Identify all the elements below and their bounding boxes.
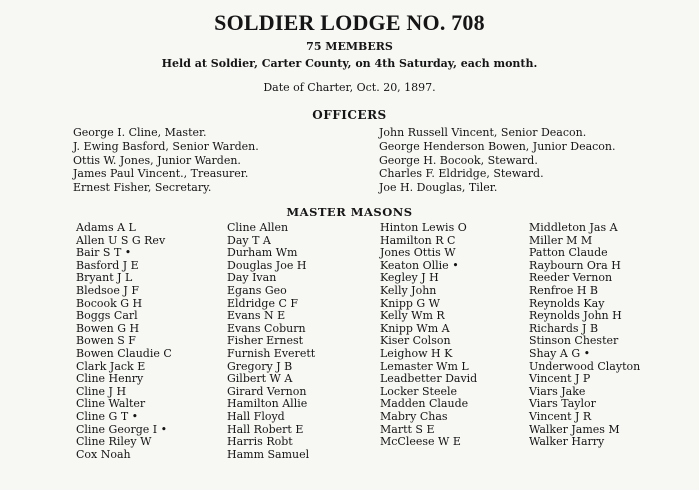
meeting-info: Held at Soldier, Carter County, on 4th Saturday, each month. [161,57,538,70]
mason-entry: Renfroe H B [529,283,599,297]
mason-entry: Walker James M [529,422,620,436]
mason-entry: Girard Vernon [227,384,307,398]
mason-entry: Durham Wm [227,246,298,260]
officer-entry: James Paul Vincent., Treasurer. [73,167,249,181]
mason-entry: Hamm Samuel [227,447,310,461]
mason-entry: Mabry Chas [380,409,448,423]
officer-entry: John Russell Vincent, Senior Deacon. [379,126,587,139]
mason-entry: Middleton Jas A [529,221,618,234]
mason-entry: Bledsoe J F [76,283,139,297]
officers-left-column [73,126,259,195]
mason-entry: Cox Noah [76,447,131,461]
master-masons-column-1 [76,222,172,461]
mason-entry: Bowen Claudie C [76,346,172,360]
mason-entry: Douglas Joe H [227,258,307,272]
mason-entry: Cline Riley W [76,435,152,449]
mason-entry: Gregory J B [227,359,293,373]
mason-entry: Kegley J H [380,271,439,285]
mason-entry: Martt S E [380,422,435,436]
mason-entry: Stinson Chester [529,334,619,348]
mason-entry: Miller M M [529,233,593,247]
mason-entry: Viars Taylor [529,397,596,411]
officers-right-column [379,126,616,195]
officer-entry: Charles F. Eldridge, Steward. [379,167,544,181]
mason-entry: Shay A G • [529,346,591,360]
mason-entry: Clark Jack E [76,359,146,373]
charter-date: Date of Charter, Oct. 20, 1897. [263,81,436,94]
master-masons-column-3 [380,222,477,449]
officers-heading: OFFICERS [312,108,387,122]
mason-entry: Egans Geo [227,283,287,297]
mason-entry: Cline Henry [76,372,144,386]
mason-entry: Cline J H [76,384,127,398]
officer-entry: George I. Cline, Master. [73,126,207,139]
mason-entry: Fisher Ernest [227,334,304,348]
mason-entry: Hall Floyd [227,409,285,423]
mason-entry: Bocook G H [76,296,143,310]
mason-entry: Lemaster Wm L [380,359,469,373]
mason-entry: Cline G T • [76,409,139,423]
mason-entry: Furnish Everett [227,346,316,360]
mason-entry: Harris Robt [227,435,293,449]
mason-entry: Allen U S G Rev [76,233,166,247]
mason-entry: Keaton Ollie • [380,258,459,272]
master-masons-heading: MASTER MASONS [286,205,413,219]
mason-entry: Day Ivan [227,271,277,285]
mason-entry: Eldridge C F [227,296,299,310]
officer-entry: J. Ewing Basford, Senior Warden. [73,139,259,153]
member-count: 75 MEMBERS [306,40,393,53]
mason-entry: Day T A [227,233,271,247]
mason-entry: Locker Steele [380,384,458,398]
officer-entry: Ernest Fisher, Secretary. [73,181,212,195]
mason-entry: Basford J E [76,258,139,272]
mason-entry: Bowen S F [76,334,136,348]
mason-entry: Bryant J L [76,271,133,285]
master-masons-column-2 [227,222,315,461]
mason-entry: Leighow H K [380,346,453,360]
mason-entry: Adams A L [76,221,136,234]
officer-entry: George Henderson Bowen, Junior Deacon. [379,139,616,153]
mason-entry: Madden Claude [380,397,469,411]
mason-entry: Walker Harry [529,435,605,449]
mason-entry: Cline Walter [76,397,146,411]
mason-entry: Hall Robert E [227,422,304,436]
mason-entry: Jones Ottis W [380,246,456,260]
mason-entry: Leadbetter David [380,372,478,386]
mason-entry: Reynolds John H [529,309,622,323]
mason-entry: Vincent J P [529,372,591,386]
mason-entry: Raybourn Ora H [529,258,621,272]
lodge-title: SOLDIER LODGE NO. 708 [214,10,485,35]
mason-entry: Boggs Carl [76,309,138,323]
mason-entry: Underwood Clayton [529,359,641,373]
mason-entry: Kelly John [380,283,437,297]
mason-entry: Knipp Wm A [380,321,450,335]
mason-entry: Evans N E [227,309,286,323]
mason-entry: Kiser Colson [380,334,451,348]
officer-entry: Joe H. Douglas, Tiler. [379,181,498,195]
mason-entry: Richards J B [529,321,599,335]
officer-entry: George H. Bocook, Steward. [379,153,538,167]
mason-entry: Vincent J R [529,409,592,423]
mason-entry: Gilbert W A [227,372,293,386]
mason-entry: Hamilton R C [380,233,456,247]
mason-entry: Knipp G W [380,296,440,310]
mason-entry: McCleese W E [380,435,461,449]
mason-entry: Hamilton Allie [227,397,308,411]
mason-entry: Reynolds Kay [529,296,605,310]
mason-entry: Evans Coburn [227,321,306,335]
mason-entry: Reeder Vernon [529,271,613,285]
mason-entry: Patton Claude [529,246,608,260]
officer-entry: Ottis W. Jones, Junior Warden. [73,153,241,167]
mason-entry: Bowen G H [76,321,140,335]
master-masons-column-4 [529,222,640,449]
mason-entry: Kelly Wm R [380,309,445,323]
mason-entry: Bair S T • [76,246,132,260]
mason-entry: Cline George I • [76,422,168,436]
mason-entry: Cline Allen [227,221,289,234]
mason-entry: Viars Jake [529,384,586,398]
mason-entry: Hinton Lewis O [380,221,467,234]
